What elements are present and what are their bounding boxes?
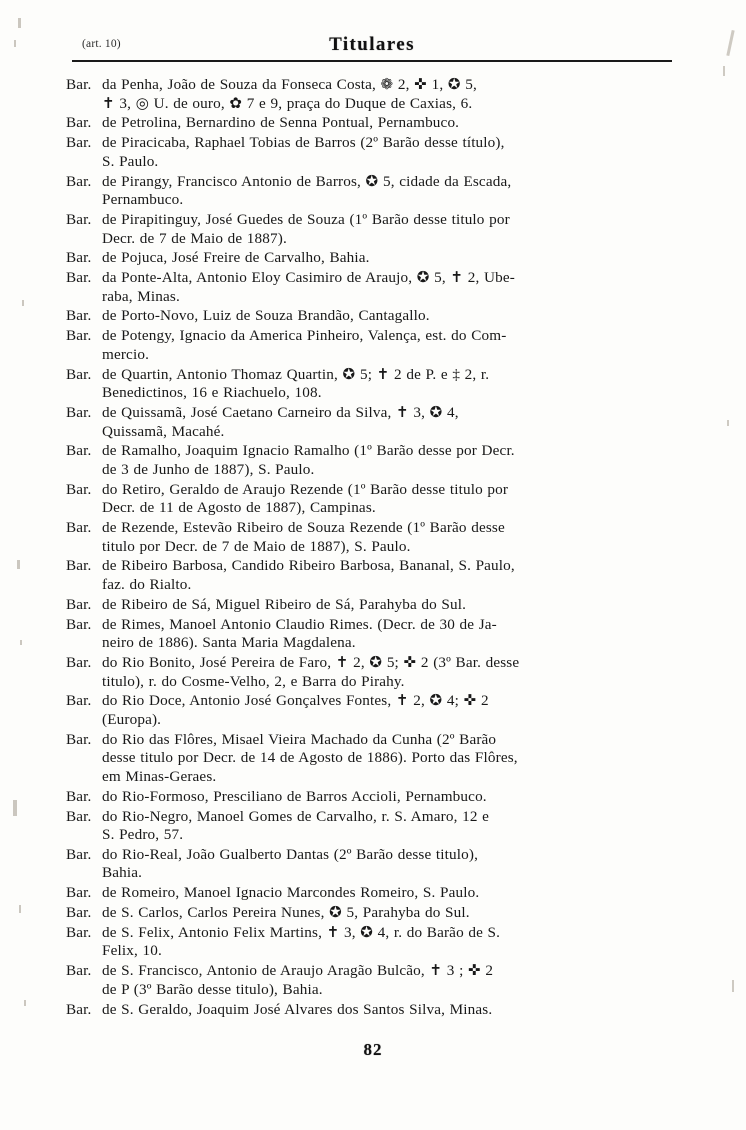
entry-line: da Ponte-Alta, Antonio Eloy Casimiro de Araujo, ✪ 5, ✝ 2, Ube- (102, 269, 515, 287)
entry-item (66, 924, 682, 961)
entry-line: de Ramalho, Joaquim Ignacio Ramalho (1º Barão desse por Decr. (102, 442, 515, 460)
entry-lead: Bar. (66, 904, 92, 922)
entry-item (66, 481, 682, 518)
entry-lead: Bar. (66, 403, 92, 421)
entry-item (66, 307, 682, 326)
entry-line: de S. Carlos, Carlos Pereira Nunes, ✪ 5, Parahyba do Sul. (102, 904, 470, 922)
entry-line: de Piracicaba, Raphael Tobias de Barros (2º Barão desse título), (102, 134, 505, 152)
entry-line: do Rio Doce, Antonio José Gonçalves Fontes, ✝ 2, ✪ 4; ✜ 2 (102, 692, 489, 710)
entry-line: de S. Felix, Antonio Felix Martins, ✝ 3, ✪ 4, r. do Barão de S. (102, 923, 501, 941)
entry-lead: Bar. (66, 480, 92, 498)
entry-line: Benedictinos, 16 e Riachuelo, 108. (102, 384, 322, 402)
entry-lead: Bar. (66, 615, 92, 633)
entry-item (66, 904, 682, 923)
entry-line: de Porto-Novo, Luiz de Souza Brandão, Cantagallo. (102, 307, 430, 325)
entry-line: do Retiro, Geraldo de Araujo Rezende (1º Barão desse titulo por (102, 480, 509, 498)
entry-line: do Rio-Formoso, Presciliano de Barros Accioli, Pernambuco. (102, 787, 487, 805)
entry-item (66, 211, 682, 248)
entry-line: da Penha, João de Souza da Fonseca Costa, ❁ 2, ✜ 1, ✪ 5, (102, 76, 477, 93)
entry-lead: Bar. (66, 307, 92, 325)
entry-line: neiro de 1886). Santa Maria Magdalena. (102, 634, 356, 652)
entry-line: Decr. de 11 de Agosto de 1887), Campinas. (102, 499, 376, 517)
entry-item (66, 788, 682, 807)
entry-line: S. Pedro, 57. (102, 826, 184, 844)
entry-item (66, 846, 682, 883)
entry-line: do Rio-Real, João Gualberto Dantas (2º Barão desse titulo), (102, 845, 479, 863)
entry-lead: Bar. (66, 365, 92, 383)
entry-line: de Quartin, Antonio Thomaz Quartin, ✪ 5; ✝ 2 de P. e ‡ 2, r. (102, 365, 490, 383)
entry-line: de Ribeiro de Sá, Miguel Ribeiro de Sá, Parahyba do Sul. (102, 595, 467, 613)
page-title: Titulares (329, 34, 415, 55)
entry-line: de Rimes, Manoel Antonio Claudio Rimes. (Decr. de 30 de Ja- (102, 615, 497, 633)
entry-line: faz. do Rialto. (102, 576, 192, 594)
entry-item (66, 173, 682, 210)
entry-line: de Rezende, Estevão Ribeiro de Souza Rezende (1º Barão desse (102, 519, 505, 537)
entry-item (66, 269, 682, 306)
entry-item (66, 1001, 682, 1020)
entry-item (66, 519, 682, 556)
entry-item (66, 808, 682, 845)
entry-line: Quissamã, Macahé. (102, 422, 225, 440)
entry-line: de Romeiro, Manoel Ignacio Marcondes Romeiro, S. Paulo. (102, 884, 480, 902)
entry-item (66, 404, 682, 441)
entry-item (66, 596, 682, 615)
entry-item (66, 327, 682, 364)
entry-lead: Bar. (66, 807, 92, 825)
entry-lead: Bar. (66, 692, 92, 710)
entry-line: de Ribeiro Barbosa, Candido Ribeiro Barbosa, Bananal, S. Paulo, (102, 557, 515, 575)
entry-line: de Pirapitinguy, José Guedes de Souza (1º Barão desse titulo por (102, 210, 510, 228)
entry-line: do Rio Bonito, José Pereira de Faro, ✝ 2, ✪ 5; ✜ 2 (3º Bar. desse (102, 654, 520, 671)
entry-line: de Petrolina, Bernardino de Senna Pontual, Pernambuco. (102, 114, 460, 132)
article-reference: (art. 10) (82, 38, 121, 50)
entry-line: (Europa). (102, 710, 162, 728)
entry-item (66, 134, 682, 171)
entry-lead: Bar. (66, 114, 92, 132)
entry-line: de 3 de Junho de 1887), S. Paulo. (102, 460, 315, 478)
entry-line: titulo por Decr. de 7 de Maio de 1887), S. Paulo. (102, 537, 411, 555)
page-header (72, 34, 672, 60)
entry-item (66, 884, 682, 903)
entry-line: titulo), r. do Cosme-Velho, 2, e Barra do Pirahy. (102, 672, 405, 690)
entry-item (66, 366, 682, 403)
entry-lead: Bar. (66, 134, 92, 152)
entry-line: do Rio-Negro, Manoel Gomes de Carvalho, r. S. Amaro, 12 e (102, 807, 489, 825)
entry-line: raba, Minas. (102, 287, 180, 305)
entry-lead: Bar. (66, 172, 92, 190)
entry-line: do Rio das Flôres, Misael Vieira Machado da Cunha (2º Barão (102, 730, 497, 748)
entry-item (66, 442, 682, 479)
entry-item (66, 76, 682, 113)
entry-item (66, 249, 682, 268)
entry-line: de Potengy, Ignacio da America Pinheiro, Valença, est. do Com- (102, 327, 507, 345)
entry-lead: Bar. (66, 269, 92, 287)
entry-lead: Bar. (66, 1000, 92, 1018)
entry-lead: Bar. (66, 557, 92, 575)
entry-line: ✝ 3, ◎ U. de ouro, ✿ 7 e 9, praça do Duque de Caxias, 6. (102, 94, 473, 112)
entry-line: de P (3º Barão desse titulo), Bahia. (102, 980, 323, 998)
entry-line: Decr. de 7 de Maio de 1887). (102, 229, 287, 247)
entry-lead: Bar. (66, 654, 92, 671)
entry-line: mercio. (102, 345, 150, 363)
entry-line: de S. Geraldo, Joaquim José Alvares dos Santos Silva, Minas. (102, 1000, 493, 1018)
entry-lead: Bar. (66, 884, 92, 902)
page-edge-artifacts-right (708, 0, 738, 1130)
page-number: 82 (363, 1040, 383, 1059)
entry-lead: Bar. (66, 923, 92, 941)
entry-lead: Bar. (66, 730, 92, 748)
page-edge-artifacts-left (8, 0, 34, 1130)
entry-lead: Bar. (66, 845, 92, 863)
entry-line: de Pojuca, José Freire de Carvalho, Bahia. (102, 249, 370, 267)
entry-line: Pernambuco. (102, 191, 184, 209)
entry-item (66, 557, 682, 594)
entry-line: em Minas-Geraes. (102, 767, 217, 785)
entry-lead: Bar. (66, 442, 92, 460)
entry-lead: Bar. (66, 962, 92, 980)
entry-line: Felix, 10. (102, 942, 162, 960)
entry-line: de S. Francisco, Antonio de Araujo Aragão Bulcão, ✝ 3 ; ✜ 2 (102, 962, 494, 980)
entry-line: Bahia. (102, 864, 143, 882)
entry-line: de Pirangy, Francisco Antonio de Barros, ✪ 5, cidade da Escada, (102, 172, 512, 190)
entry-item (66, 962, 682, 999)
entry-lead: Bar. (66, 327, 92, 345)
entry-lead: Bar. (66, 787, 92, 805)
entry-lead: Bar. (66, 76, 92, 93)
header-rule (72, 60, 672, 62)
entry-item (66, 692, 682, 729)
entry-lead: Bar. (66, 519, 92, 537)
entry-lead: Bar. (66, 210, 92, 228)
entry-line: de Quissamã, José Caetano Carneiro da Silva, ✝ 3, ✪ 4, (102, 403, 459, 421)
entry-lead: Bar. (66, 249, 92, 267)
entry-item (66, 114, 682, 133)
entry-line: desse titulo por Decr. de 14 de Agosto de 1886). Porto das Flôres, (102, 749, 518, 767)
entry-lead: Bar. (66, 595, 92, 613)
entry-item (66, 654, 682, 691)
entry-line: S. Paulo. (102, 152, 159, 170)
entry-item (66, 731, 682, 787)
entry-item (66, 616, 682, 653)
entry-list (66, 76, 682, 1020)
